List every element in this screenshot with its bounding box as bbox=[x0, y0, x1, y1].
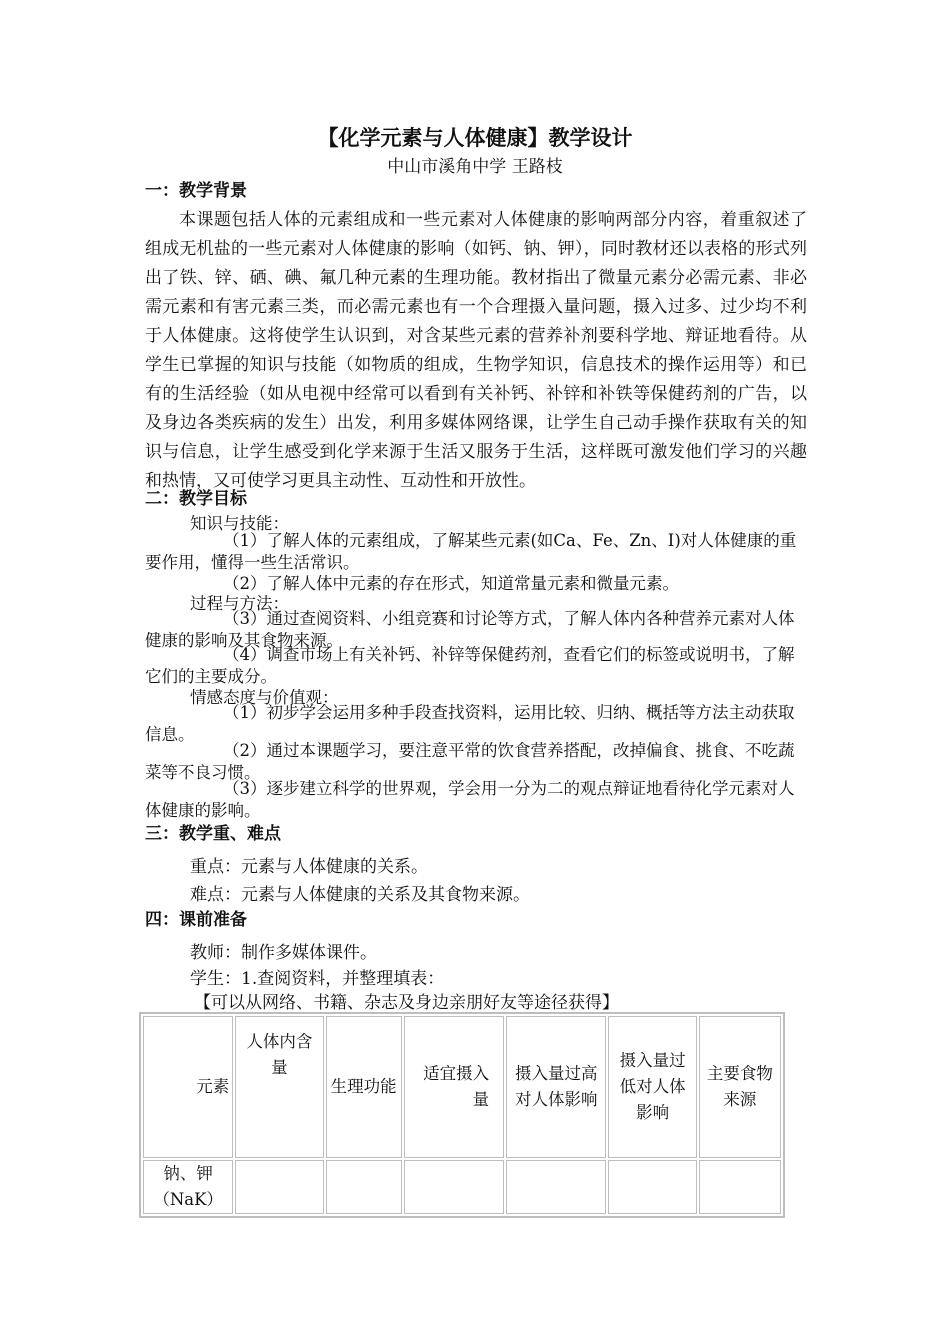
goal-item-1-text: （1）了解人体的元素组成，了解某些元素(如Ca、Fe、Zn、I)对人体健康的重要作用，懂得一些生活常识。 bbox=[145, 531, 797, 572]
element-info-table bbox=[139, 1012, 785, 1218]
header-cell-element: 元素 bbox=[143, 1016, 233, 1158]
background-paragraph: 本课题包括人体的元素组成和一些元素对人体健康的影响两部分内容，着重叙述了组成无机盐的一些元素对人体健康的影响（如钙、钠、钾），同时教材还以表格的形式列出了铁、锌、硒、碘、氟几种元素的生理功能。教材指出了微量元素分必需元素、非必需元素和有害元素三类，而必需元素也有一个合理摄入量问题，摄入过多、过少均不利于人体健康。这将使学生认识到，对含某些元素的营养补剂要科学地、辩证地看待。从学生已掌握的知识与技能（如物质的组成，生物学知识，信息技术的操作运用等）和已有的生活经验（如从电视中经常可以看到有关补钙、补锌和补铁等保健药剂的广告，以及身边各类疾病的发生）出发，利用多媒体网络课，让学生自己动手操作获取有关的知识与信息，让学生感受到化学来源于生活又服务于生活，这样既可激发他们学习的兴趣和热情，又可使学习更具主动性、互动性和开放性。 bbox=[145, 210, 807, 491]
document-author: 中山市溪角中学 王路枝 bbox=[387, 157, 563, 177]
goal-emotion-label: 情感态度与价值观： bbox=[190, 688, 339, 707]
header-cell-food-source: 主要食物来源 bbox=[699, 1016, 781, 1158]
table-header-row bbox=[143, 1016, 781, 1158]
document-title: 【化学元素与人体健康】教学设计 bbox=[317, 126, 633, 150]
table-cell bbox=[326, 1160, 402, 1214]
goal-item-4 bbox=[145, 644, 810, 688]
goal-item-2: （2）了解人体中元素的存在形式，知道常量元素和微量元素。 bbox=[223, 574, 679, 593]
student-preparation: 学生：1.查阅资料，并整理填表： bbox=[190, 969, 445, 989]
section-heading-preparation: 四：课前准备 bbox=[145, 910, 247, 930]
header-cell-function: 生理功能 bbox=[326, 1016, 402, 1158]
header-cell-suitable-intake: 适宜摄入量 bbox=[404, 1016, 504, 1158]
header-cell-excess-effect: 摄入量过高对人体影响 bbox=[506, 1016, 606, 1158]
goal-item-4-text: （4）调查市场上有关补钙、补锌等保健药剂，查看它们的标签或说明书，了解它们的主要成分。 bbox=[145, 645, 795, 686]
header-cell-content: 人体内含量 bbox=[235, 1016, 323, 1158]
teacher-preparation: 教师：制作多媒体课件。 bbox=[190, 943, 377, 963]
section-heading-background: 一：教学背景 bbox=[145, 181, 247, 201]
goal-emotion-1-text: （1）初步学会运用多种手段查找资料，运用比较、归纳、概括等方法主动获取信息。 bbox=[145, 703, 795, 744]
table-cell bbox=[506, 1160, 606, 1214]
section-heading-goals: 二：教学目标 bbox=[145, 489, 247, 509]
table-row bbox=[143, 1160, 781, 1214]
table-cell bbox=[404, 1160, 504, 1214]
goal-emotion-3 bbox=[145, 778, 810, 822]
header-cell-deficiency-effect: 摄入量过低对人体影响 bbox=[608, 1016, 696, 1158]
table-cell bbox=[608, 1160, 696, 1214]
source-note: 【可以从网络、书籍、杂志及身边亲朋好友等途径获得】 bbox=[194, 993, 619, 1013]
goal-emotion-3-text: （3）逐步建立科学的世界观，学会用一分为二的观点辩证地看待化学元素对人体健康的影响。 bbox=[145, 779, 795, 820]
key-point: 重点：元素与人体健康的关系。 bbox=[190, 857, 428, 877]
goal-knowledge-label: 知识与技能： bbox=[190, 514, 289, 533]
table-cell bbox=[235, 1160, 323, 1214]
goal-item-3-text: （3）通过查阅资料、小组竞赛和讨论等方式，了解人体内各种营养元素对人体健康的影响及其食物来源。 bbox=[145, 609, 795, 650]
goal-item-1 bbox=[145, 530, 810, 574]
table-cell bbox=[699, 1160, 781, 1214]
goal-process-label: 过程与方法： bbox=[190, 594, 289, 613]
goal-emotion-2-text: （2）通过本课题学习，要注意平常的饮食营养搭配，改掉偏食、挑食、不吃蔬菜等不良习惯。 bbox=[145, 741, 795, 782]
table-cell-element: 钠、钾（NaK） bbox=[143, 1160, 233, 1214]
section-heading-key-points: 三：教学重、难点 bbox=[145, 824, 281, 844]
difficult-point: 难点：元素与人体健康的关系及其食物来源。 bbox=[190, 885, 530, 905]
